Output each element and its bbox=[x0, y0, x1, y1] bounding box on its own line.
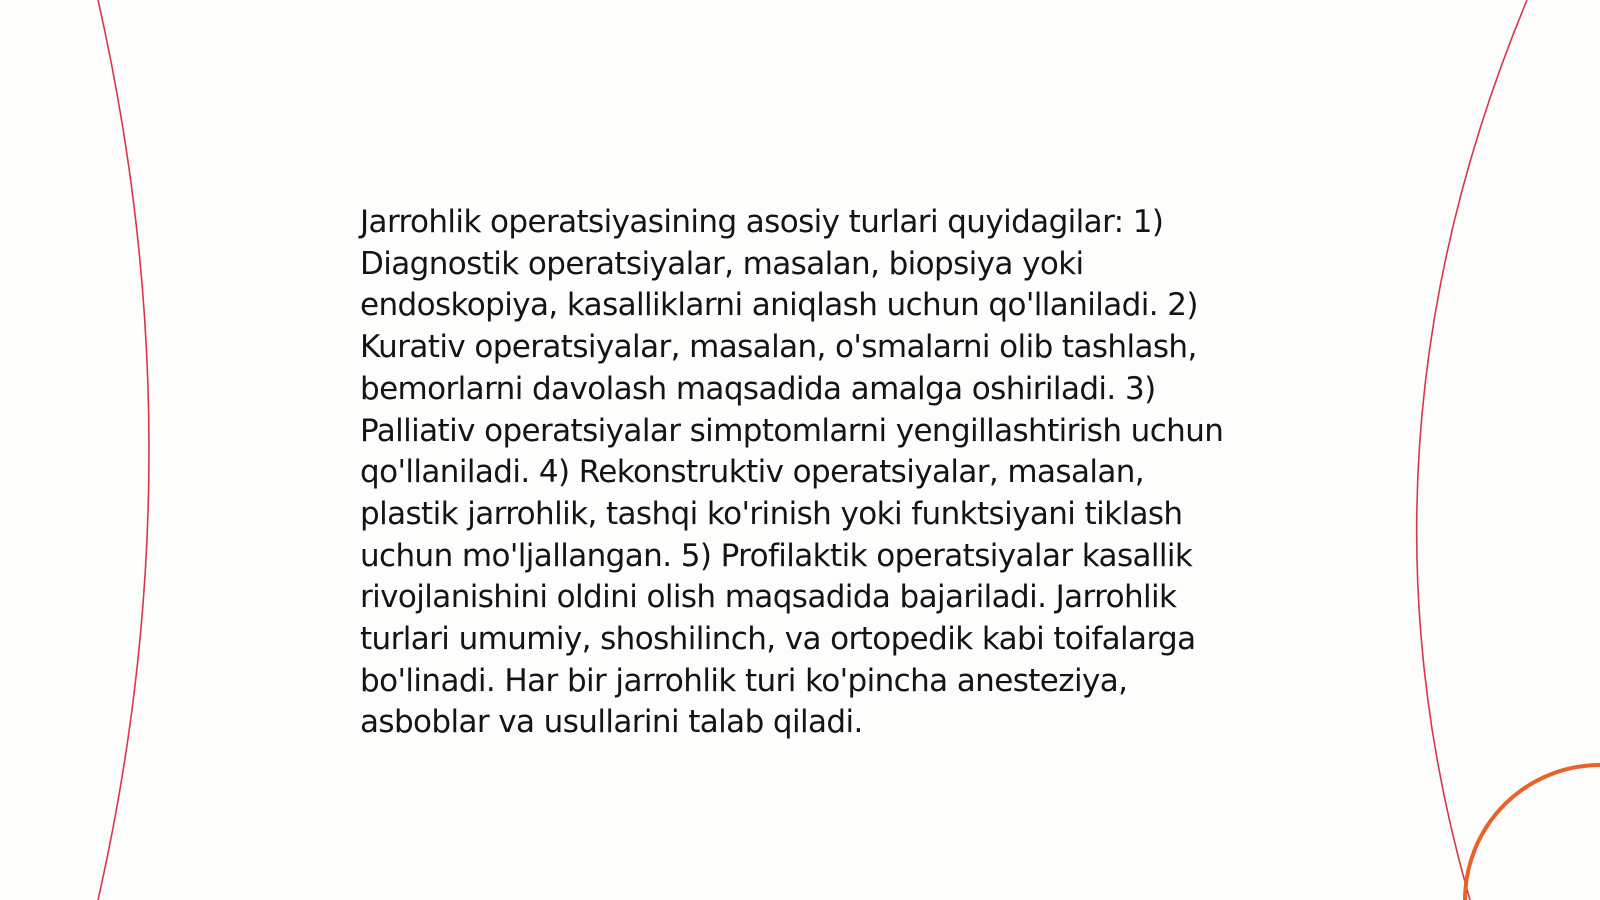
orange-accent-circle bbox=[1465, 765, 1600, 900]
right-curve-line bbox=[1417, 0, 1527, 900]
left-curve-line bbox=[98, 0, 149, 900]
slide-body-text: Jarrohlik operatsiyasining asosiy turlari quyidagilar: 1) Diagnostik operatsiyalar, masalan, biopsiya yoki endoskopiya, kasalliklarni aniqlash uchun qo'llaniladi. 2) Kurativ operatsiyalar, masalan, o'smalarni olib tashlash, bemorlarni davolash maqsadida amalga oshiriladi. 3) Palliativ operatsiyalar simptomlarni yengillashtirish uchun qo'llaniladi. 4) Rekonstruktiv operatsiyalar, masalan, plastik jarrohlik, tashqi ko'rinish yoki funktsiyani tiklash uchun mo'ljallangan. 5) Profilaktik operatsiyalar kasallik rivojlanishini oldini olish maqsadida bajariladi. Jarrohlik turlari umumiy, shoshilinch, va ortopedik kabi toifalarga bo'linadi. Har bir jarrohlik turi ko'pincha anesteziya, asboblar va usullarini talab qiladi. bbox=[360, 204, 1224, 741]
